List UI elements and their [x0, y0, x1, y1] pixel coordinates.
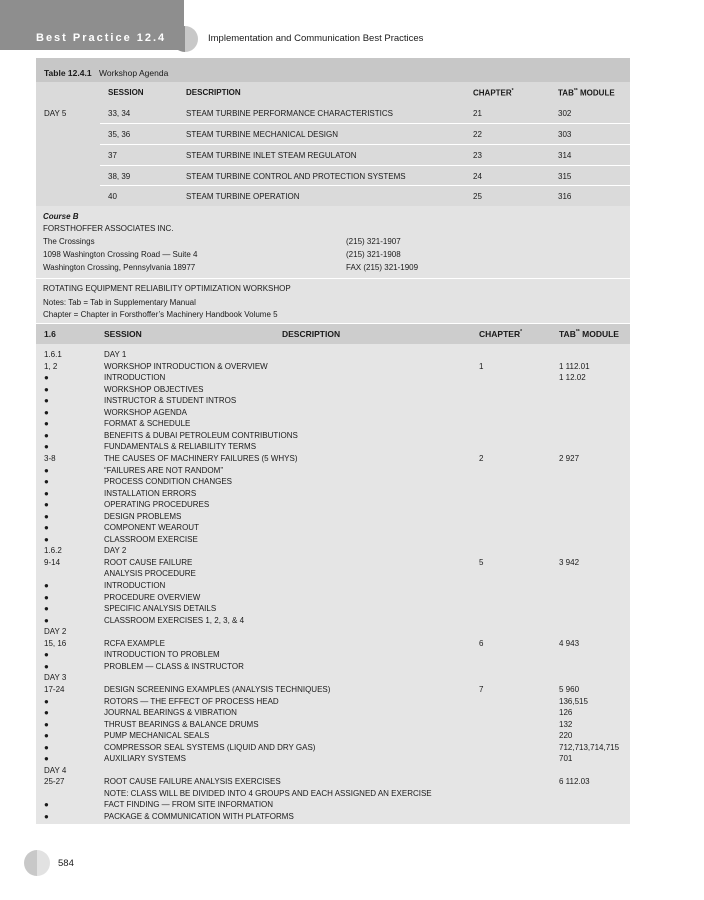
- table-row: DAY 5 33, 34 STEAM TURBINE PERFORMANCE CHARACTERISTICS 21 302: [44, 109, 572, 118]
- header-description: DESCRIPTION: [186, 88, 241, 97]
- table-row: [36, 730, 630, 742]
- address-line-2: 1098 Washington Crossing Road — Suite 4: [43, 250, 198, 259]
- cell-c1: 25-27: [44, 777, 65, 787]
- table-row: [36, 742, 630, 754]
- table-row: [36, 384, 630, 396]
- table-row: 35, 36 STEAM TURBINE MECHANICAL DESIGN 22 303: [100, 123, 630, 144]
- header-tab-module: TAB** MODULE: [559, 329, 619, 339]
- cell-c1: ●: [44, 581, 49, 590]
- table-row: [36, 430, 630, 442]
- table-row: [36, 407, 630, 419]
- table-row: [36, 765, 630, 777]
- cell-c1: ●: [44, 604, 49, 614]
- cell-c4: 126: [559, 708, 573, 718]
- header-description: DESCRIPTION: [282, 329, 341, 339]
- footer-circle-ornament: [24, 850, 50, 876]
- cell-c1: ●: [44, 488, 49, 498]
- table-row: [36, 441, 630, 453]
- cell-c2: ROTORS — THE EFFECT OF PROCESS HEAD: [104, 696, 279, 706]
- table-row: [36, 788, 630, 800]
- course-b-block: [36, 206, 630, 278]
- table1-caption: Workshop Agenda: [99, 68, 169, 78]
- cell-c1: DAY 2: [44, 627, 67, 637]
- table-row: [36, 603, 630, 615]
- phone-2: (215) 321-1908: [346, 250, 401, 259]
- cell-c2: JOURNAL BEARINGS & VIBRATION: [104, 708, 237, 718]
- cell-c4: 1 112.01: [559, 361, 590, 371]
- header-circle-ornament: [172, 26, 198, 52]
- cell-c1: ●: [44, 592, 49, 602]
- cell-c4: 4 943: [559, 638, 580, 648]
- cell-c2: WORKSHOP OBJECTIVES: [104, 384, 204, 394]
- cell-c2: DESIGN SCREENING EXAMPLES (ANALYSIS TECHNIQUES): [104, 684, 331, 694]
- cell-c1: 1.6.2: [44, 546, 62, 556]
- company-name: FORSTHOFFER ASSOCIATES INC.: [43, 224, 174, 233]
- table2-header-row: [36, 324, 630, 344]
- cell-c2: DAY 2: [104, 546, 127, 556]
- cell-c4: 701: [559, 754, 573, 764]
- cell-c4: 220: [559, 731, 573, 741]
- fax: FAX (215) 321-1909: [346, 263, 419, 272]
- table-row: 40 STEAM TURBINE OPERATION 25 316: [100, 185, 630, 206]
- cell-c2: RCFA EXAMPLE: [104, 638, 165, 648]
- cell-c1: ●: [44, 465, 49, 475]
- table-row: [36, 488, 630, 500]
- cell-c1: 17-24: [44, 684, 65, 694]
- cell-c2: THE CAUSES OF MACHINERY FAILURES (5 WHYS): [104, 453, 298, 463]
- cell-c2: PROCESS CONDITION CHANGES: [104, 477, 233, 487]
- cell-c1: 1, 2: [44, 361, 58, 371]
- cell-c1: ●: [44, 419, 49, 429]
- table-row: [36, 545, 630, 557]
- table-row: [36, 615, 630, 627]
- table1: [36, 82, 630, 206]
- table-row: [36, 465, 630, 477]
- header-id: 1.6: [44, 329, 56, 339]
- cell-c1: 1.6.1: [44, 350, 62, 359]
- table-row: [36, 592, 630, 604]
- table1-number: Table 12.4.1: [44, 68, 92, 78]
- header-session: SESSION: [108, 88, 144, 97]
- cell-c2: OPERATING PROCEDURES: [104, 500, 210, 510]
- cell-c2: FORMAT & SCHEDULE: [104, 419, 191, 429]
- note-tab: Notes: Tab = Tab in Supplementary Manual: [43, 298, 196, 307]
- cell-c2: DESIGN PROBLEMS: [104, 511, 182, 521]
- table-row: [36, 684, 630, 696]
- cell-c2: CLASSROOM EXERCISE: [104, 534, 198, 544]
- header-tab-module: TAB** MODULE: [558, 88, 615, 98]
- cell-c2: PROCEDURE OVERVIEW: [104, 592, 201, 602]
- cell-c1: ●: [44, 373, 49, 383]
- table-row: [36, 799, 630, 811]
- cell-c1: 15, 16: [44, 638, 67, 648]
- table-row: [36, 649, 630, 661]
- table-row: [36, 557, 630, 569]
- table-row: [36, 719, 630, 731]
- table-row: [36, 349, 630, 361]
- cell-c1: ●: [44, 500, 49, 510]
- cell-c1: ●: [44, 731, 49, 741]
- cell-c1: ●: [44, 477, 49, 487]
- course-b-label: Course B: [43, 212, 79, 221]
- phone-1: (215) 321-1907: [346, 237, 401, 246]
- cell-c1: ●: [44, 442, 49, 452]
- cell-c2: NOTE: CLASS WILL BE DIVIDED INTO 4 GROUPS AND EACH ASSIGNED AN EXERCISE: [104, 788, 432, 798]
- table1-title-bar: [36, 58, 630, 82]
- cell-c2: INSTRUCTOR & STUDENT INTROS: [104, 396, 237, 406]
- table-row: [36, 707, 630, 719]
- table-row: [36, 672, 630, 684]
- cell-c1: ●: [44, 384, 49, 394]
- table-row: [36, 776, 630, 788]
- table-row: [36, 361, 630, 373]
- cell-c4: 712,713,714,715: [559, 742, 620, 752]
- table-row: [36, 626, 630, 638]
- table-row: [36, 395, 630, 407]
- cell-c2: SPECIFIC ANALYSIS DETAILS: [104, 604, 217, 614]
- cell-c1: ●: [44, 615, 49, 625]
- cell-c1: ●: [44, 812, 49, 821]
- header-chapter: CHAPTER*: [479, 329, 523, 339]
- cell-c2: AUXILIARY SYSTEMS: [104, 754, 186, 764]
- address-line-1: The Crossings: [43, 237, 95, 246]
- cell-c2: PUMP MECHANICAL SEALS: [104, 731, 210, 741]
- cell-c2: INTRODUCTION TO PROBLEM: [104, 650, 220, 660]
- table-row: [36, 418, 630, 430]
- table-row: [36, 753, 630, 765]
- section-label: Best Practice 12.4: [36, 32, 167, 44]
- cell-c1: 3-8: [44, 453, 56, 463]
- cell-c2: PROBLEM — CLASS & INSTRUCTOR: [104, 661, 244, 671]
- cell-c3: 5: [479, 557, 484, 567]
- cell-c2: BENEFITS & DUBAI PETROLEUM CONTRIBUTIONS: [104, 430, 298, 440]
- table-row: 38, 39 STEAM TURBINE CONTROL AND PROTECTION SYSTEMS 24 315: [100, 165, 630, 186]
- cell-c2: INTRODUCTION: [104, 581, 166, 590]
- cell-c1: ●: [44, 696, 49, 706]
- cell-c1: ●: [44, 661, 49, 671]
- cell-c2: INSTALLATION ERRORS: [104, 488, 197, 498]
- cell-c1: ●: [44, 800, 49, 810]
- table-row: 37 STEAM TURBINE INLET STEAM REGULATON 23 314: [100, 144, 630, 165]
- table-row: [36, 580, 630, 592]
- cell-c4: 3 942: [559, 557, 580, 567]
- cell-c1: ●: [44, 534, 49, 544]
- cell-c2: ANALYSIS PROCEDURE: [104, 569, 196, 579]
- cell-c2: FACT FINDING — FROM SITE INFORMATION: [104, 800, 274, 810]
- cell-c2: THRUST BEARINGS & BALANCE DRUMS: [104, 719, 259, 729]
- cell-c3: 7: [479, 684, 484, 694]
- cell-c4: 5 960: [559, 684, 580, 694]
- cell-c2: COMPRESSOR SEAL SYSTEMS (LIQUID AND DRY GAS): [104, 742, 316, 752]
- cell-c1: DAY 4: [44, 765, 67, 775]
- cell-c2: FUNDAMENTALS & RELIABILITY TERMS: [104, 442, 257, 452]
- cell-c2: ROOT CAUSE FAILURE ANALYSIS EXERCISES: [104, 777, 281, 787]
- cell-c1: ●: [44, 396, 49, 406]
- table-row: [36, 372, 630, 384]
- cell-c1: ●: [44, 708, 49, 718]
- cell-c2: INTRODUCTION: [104, 373, 166, 383]
- table-row: [36, 661, 630, 673]
- workshop-title: ROTATING EQUIPMENT RELIABILITY OPTIMIZATION WORKSHOP: [43, 284, 291, 293]
- cell-c4: 1 12.02: [559, 373, 586, 383]
- cell-c2: ROOT CAUSE FAILURE: [104, 557, 193, 567]
- cell-c3: 6: [479, 638, 484, 648]
- table-row: [36, 522, 630, 534]
- page-number: 584: [58, 858, 74, 869]
- table-row: [36, 476, 630, 488]
- header-session: SESSION: [104, 329, 142, 339]
- cell-c1: ●: [44, 430, 49, 440]
- cell-c4: 2 927: [559, 453, 580, 463]
- cell-c4: 132: [559, 719, 573, 729]
- cell-c3: 1: [479, 361, 484, 371]
- table-row: [36, 696, 630, 708]
- cell-c1: ●: [44, 650, 49, 660]
- cell-c1: 9-14: [44, 557, 61, 567]
- page-title: Implementation and Communication Best Practices: [208, 33, 424, 44]
- cell-c4: 6 112.03: [559, 777, 590, 787]
- workshop-notes-block: [36, 279, 630, 323]
- cell-c1: ●: [44, 719, 49, 729]
- address-line-3: Washington Crossing, Pennsylvania 18977: [43, 263, 196, 272]
- table-row: [36, 511, 630, 523]
- cell-c2: CLASSROOM EXERCISES 1, 2, 3, & 4: [104, 615, 245, 625]
- cell-c2: “FAILURES ARE NOT RANDOM”: [104, 465, 223, 475]
- table-row: [36, 453, 630, 465]
- cell-c1: ●: [44, 742, 49, 752]
- note-chapter: Chapter = Chapter in Forsthoffer’s Machinery Handbook Volume 5: [43, 310, 278, 319]
- table-row: [36, 811, 630, 823]
- cell-c2: DAY 1: [104, 350, 127, 359]
- table-row: [36, 638, 630, 650]
- cell-c2: PACKAGE & COMMUNICATION WITH PLATFORMS: [104, 812, 294, 821]
- table-row: [36, 534, 630, 546]
- cell-c2: WORKSHOP AGENDA: [104, 407, 187, 417]
- cell-c3: 2: [479, 453, 484, 463]
- cell-c1: ●: [44, 523, 49, 533]
- table1-header-row: [36, 82, 630, 102]
- header-chapter: CHAPTER*: [473, 88, 514, 98]
- cell-c2: WORKSHOP INTRODUCTION & OVERVIEW: [104, 361, 268, 371]
- cell-c4: 136,515: [559, 696, 588, 706]
- table2: [36, 344, 630, 824]
- table-row: [36, 568, 630, 580]
- cell-c1: ●: [44, 407, 49, 417]
- cell-c2: COMPONENT WEAROUT: [104, 523, 199, 533]
- cell-c1: ●: [44, 511, 49, 521]
- cell-c1: DAY 3: [44, 673, 67, 683]
- cell-c1: ●: [44, 754, 49, 764]
- table-row: [36, 499, 630, 511]
